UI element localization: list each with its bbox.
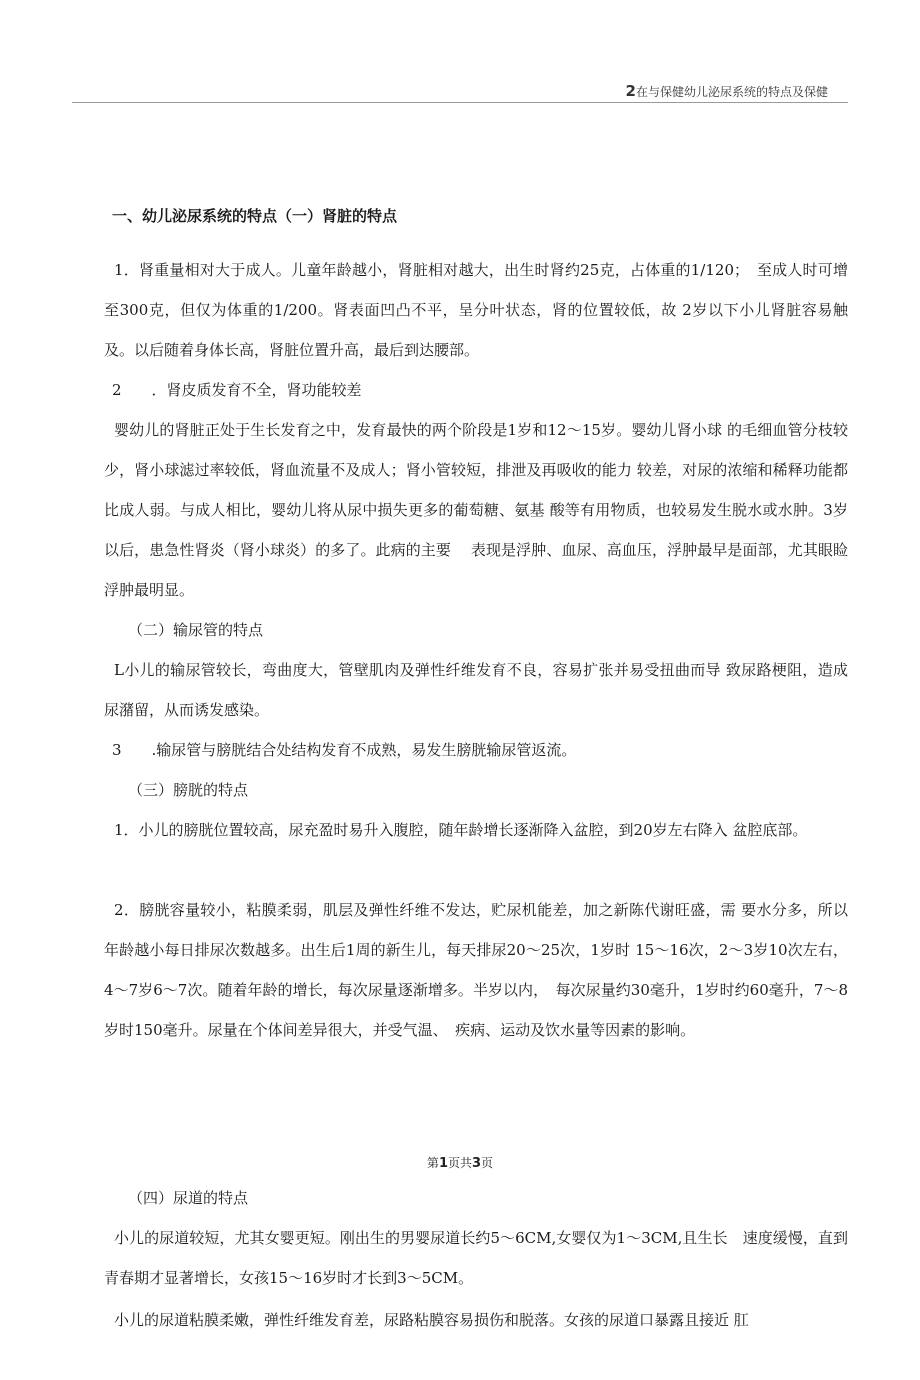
header-page-number: 2 [625,82,636,100]
header-title [626,82,828,100]
section2-paragraph-2: 3 .输尿管与膀胱结合处结构发育不成熟，易发生膀胱输尿管返流。 [112,741,577,759]
page-footer [0,1154,920,1171]
section4-heading: （四）尿道的特点 [128,1189,249,1207]
footer-suffix: 页 [481,1156,494,1170]
section3-paragraph-2: 2．膀胱容量较小，粘膜柔弱，肌层及弹性纤维不发达，贮尿机能差，加之新陈代谢旺盛，需 要水分多，所以年龄越小每日排尿次数越多。出生后1周的新生儿，每天排尿20〜25次，1岁时 15〜16次，2〜3岁10次左右，4〜7岁6〜7次。随着年龄的增长，每次尿量逐渐增多。半岁以内， 每次尿量约30毫升，1岁时约60毫升，7〜8岁时150毫升。尿量在个体间差异很大，并受气温、 疾病、运动及饮水量等因素的影响。 [104,901,848,1039]
section2-paragraph-1: L小儿的输尿管较长，弯曲度大，管壁肌肉及弹性纤维发育不良，容易扩张并易受扭曲而导 致尿路梗阻，造成尿潴留，从而诱发感染。 [104,661,848,719]
section2-heading: （二）输尿管的特点 [128,621,264,639]
footer-middle: 页共 [447,1156,472,1170]
section1-heading: 一、幼儿泌尿系统的特点（一）肾脏的特点 [112,207,398,225]
section1-paragraph-1: 1．肾重量相对大于成人。儿童年龄越小，肾脏相对越大，出生时肾约25克，占体重的1/120； 至成人时可增至300克，但仅为体重的1/200。肾表面凹凸不平，呈分叶状态，肾的位置较低，故 2岁以下小儿肾脏容易触及。以后随着身体长高，肾脏位置升高，最后到达腰部。 [104,261,848,359]
header-title-text: 在与保健幼儿泌尿系统的特点及保健 [635,85,828,99]
section4-paragraph-2: 小儿的尿道粘膜柔嫩，弹性纤维发育差，尿路粘膜容易损伤和脱落。女孩的尿道口暴露且接近 肛 [114,1311,749,1329]
section3-heading: （三）膀胱的特点 [128,781,249,799]
footer-prefix: 第 [426,1156,439,1170]
footer-page: 1 [438,1156,448,1171]
footer-total: 3 [472,1156,482,1171]
section3-paragraph-1: 1．小儿的膀胱位置较高，尿充盈时易升入腹腔，随年龄增长逐渐降入盆腔，到20岁左右降入 盆腔底部。 [114,821,808,839]
section1-paragraph-3: 婴幼儿的肾脏正处于生长发育之中，发育最快的两个阶段是1岁和12〜15岁。婴幼儿肾小球 的毛细血管分枝较少，肾小球滤过率较低，肾血流量不及成人；肾小管较短，排泄及再吸收的能力 较差，对尿的浓缩和稀释功能都比成人弱。与成人相比，婴幼儿将从尿中损失更多的葡萄糖、氨基 酸等有用物质，也较易发生脱水或水肿。3岁以后，患急性肾炎（肾小球炎）的多了。此病的主要 表现是浮肿、血尿、高血压，浮肿最早是面部，尤其眼睑浮肿最明显。 [104,421,848,599]
page-header [72,80,848,103]
section1-paragraph-2: 2 ．肾皮质发育不全，肾功能较差 [112,381,362,399]
section4-paragraph-1: 小儿的尿道较短，尤其女婴更短。刚出生的男婴尿道长约5〜6CM,女婴仅为1〜3CM,且生长 速度缓慢，直到青春期才显著增长，女孩15〜16岁时才长到3〜5CM。 [104,1229,848,1287]
